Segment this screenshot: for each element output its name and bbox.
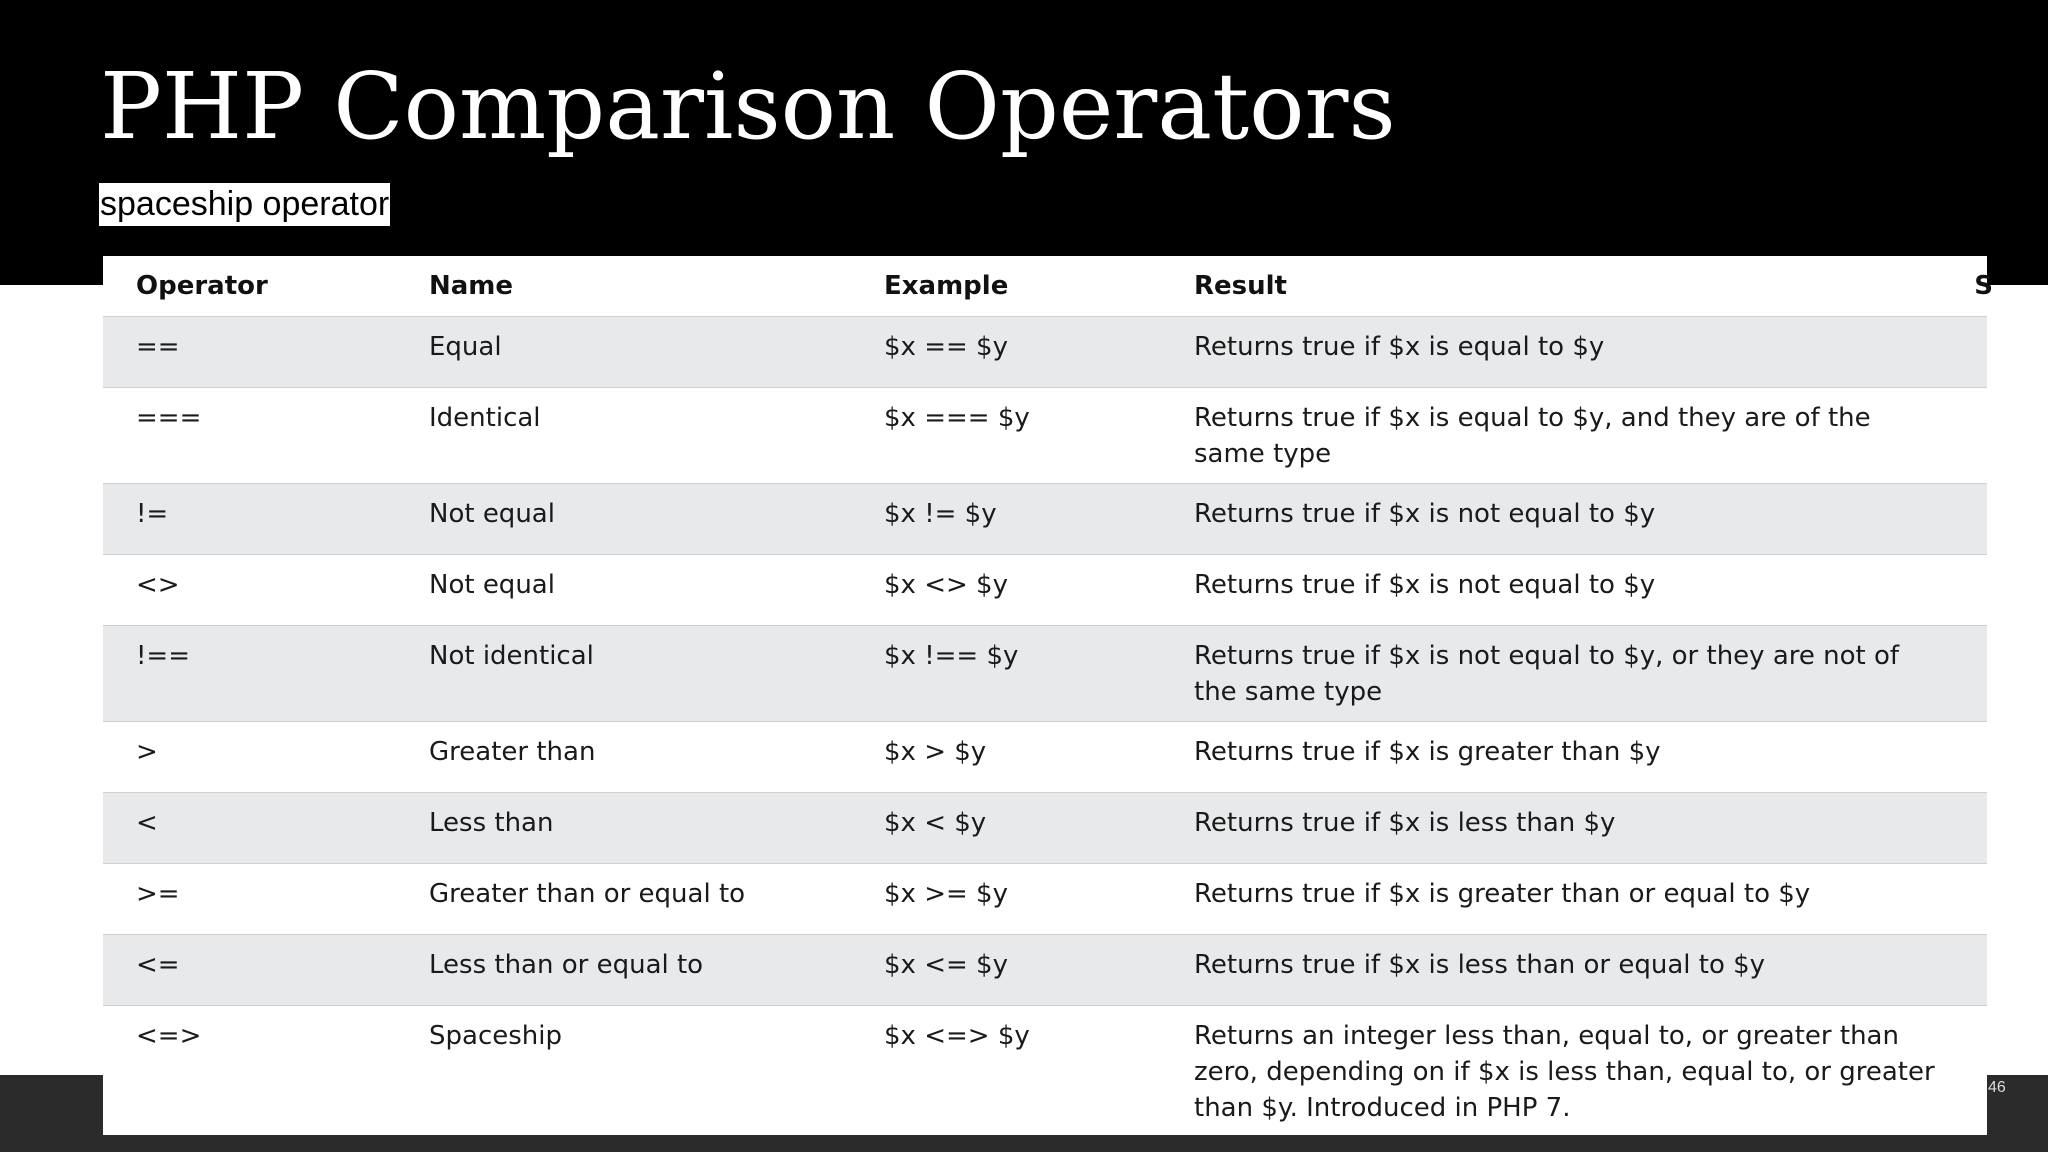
cell-operator: != bbox=[103, 483, 396, 554]
cell-example: $x <=> $y bbox=[851, 1005, 1161, 1135]
cell-operator: <=> bbox=[103, 1005, 396, 1135]
cell-example: $x <= $y bbox=[851, 934, 1161, 1005]
cell-result: Returns an integer less than, equal to, or greater than zero, depending on if $x is less than, equal to, or greater than $y. Introduced in PHP 7. bbox=[1161, 1005, 1987, 1135]
cell-result: Returns true if $x is not equal to $y bbox=[1161, 483, 1987, 554]
cell-result: Returns true if $x is greater than or equal to $y bbox=[1161, 863, 1987, 934]
cell-name: Not identical bbox=[396, 625, 851, 721]
table-header-row bbox=[103, 256, 1987, 316]
cell-operator: === bbox=[103, 387, 396, 483]
table-row bbox=[103, 1005, 1987, 1135]
cell-name: Not equal bbox=[396, 483, 851, 554]
table-row bbox=[103, 387, 1987, 483]
cell-result: Returns true if $x is not equal to $y bbox=[1161, 554, 1987, 625]
operators-table bbox=[103, 256, 1987, 1135]
header-name: Name bbox=[429, 271, 514, 301]
cell-operator: >= bbox=[103, 863, 396, 934]
cell-operator: > bbox=[103, 721, 396, 792]
cell-example: $x !== $y bbox=[851, 625, 1161, 721]
page-number: 46 bbox=[1988, 1079, 2006, 1096]
cell-example: $x === $y bbox=[851, 387, 1161, 483]
cell-name: Spaceship bbox=[396, 1005, 851, 1135]
table-row bbox=[103, 721, 1987, 792]
cell-example: $x <> $y bbox=[851, 554, 1161, 625]
cell-name: Identical bbox=[396, 387, 851, 483]
cell-operator: <> bbox=[103, 554, 396, 625]
cell-operator: !== bbox=[103, 625, 396, 721]
cell-result: Returns true if $x is equal to $y, and they are of the same type bbox=[1161, 387, 1987, 483]
slide-subtitle: spaceship operator bbox=[99, 183, 390, 226]
table-row bbox=[103, 316, 1987, 387]
cell-result: Returns true if $x is equal to $y bbox=[1161, 316, 1987, 387]
table-row bbox=[103, 792, 1987, 863]
cell-name: Greater than or equal to bbox=[396, 863, 851, 934]
cell-name: Equal bbox=[396, 316, 851, 387]
cell-result: Returns true if $x is less than $y bbox=[1161, 792, 1987, 863]
cell-result: Returns true if $x is less than or equal to $y bbox=[1161, 934, 1987, 1005]
cell-name: Less than or equal to bbox=[396, 934, 851, 1005]
header-result: Result bbox=[1194, 271, 1287, 301]
cell-operator: < bbox=[103, 792, 396, 863]
cell-example: $x < $y bbox=[851, 792, 1161, 863]
slide-title: PHP Comparison Operators bbox=[100, 53, 1396, 160]
cell-example: $x == $y bbox=[851, 316, 1161, 387]
cell-result: Returns true if $x is not equal to $y, or they are not of the same type bbox=[1161, 625, 1987, 721]
table-row bbox=[103, 483, 1987, 554]
cell-operator: == bbox=[103, 316, 396, 387]
cell-name: Not equal bbox=[396, 554, 851, 625]
header-example: Example bbox=[884, 271, 1009, 301]
cell-name: Greater than bbox=[396, 721, 851, 792]
cell-example: $x != $y bbox=[851, 483, 1161, 554]
cell-result: Returns true if $x is greater than $y bbox=[1161, 721, 1987, 792]
cell-name: Less than bbox=[396, 792, 851, 863]
header-operator: Operator bbox=[136, 271, 268, 301]
cell-operator: <= bbox=[103, 934, 396, 1005]
table-row bbox=[103, 934, 1987, 1005]
cut-off-header-text: S bbox=[1974, 271, 1993, 301]
cell-example: $x > $y bbox=[851, 721, 1161, 792]
operators-table-image bbox=[103, 256, 1993, 1132]
table-row bbox=[103, 863, 1987, 934]
cell-example: $x >= $y bbox=[851, 863, 1161, 934]
table-row bbox=[103, 625, 1987, 721]
table-row bbox=[103, 554, 1987, 625]
